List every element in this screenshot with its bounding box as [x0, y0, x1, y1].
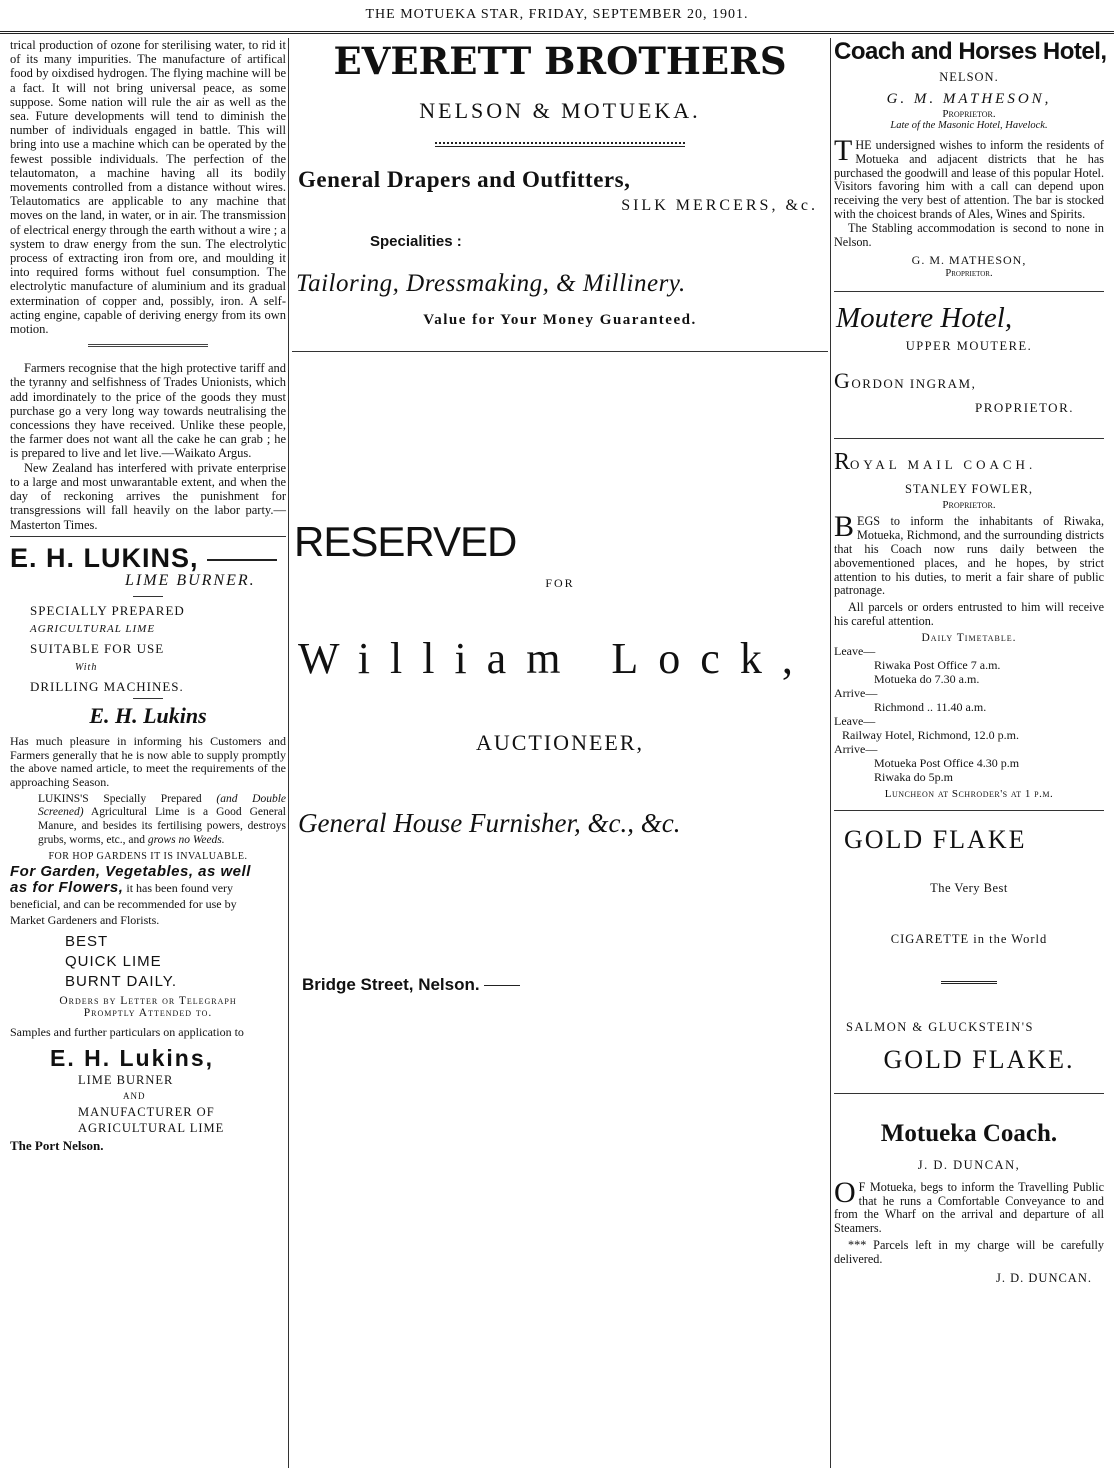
motueka-coach-owner: J. D. DUNCAN, [917, 1157, 1021, 1172]
everett-place: NELSON & MOTUEKA. [419, 98, 701, 123]
everett-ad [292, 38, 828, 329]
gold-flake-title-2: GOLD FLAKE. [883, 1044, 1075, 1074]
coach-horses-stable: The Stabling accommodation is second to none in Nelson. [834, 220, 1104, 249]
tt-riwaka-2: Riwaka do 5p.m [874, 769, 953, 784]
article-farmers: Farmers recognise that the high protective tariff and the tyranny and selfishness of Trades Unionists, which add imordinately to the price of the goods they must purchase go a very long way towards neutralising the concessions they have received. Unlike these people, the farmer does not want all the cake he can grab ; he is prepared to live and let live.—Waikato Argus. [10, 361, 286, 461]
divider [834, 810, 1104, 811]
motueka-coach-sig: J. D. DUNCAN. [996, 1270, 1092, 1285]
coach-horses-sig: G. M. MATHESON, [911, 253, 1027, 268]
flourish [207, 559, 277, 561]
tt-motueka-post: Motueka Post Office 4.30 p.m [874, 755, 1020, 770]
flourish [484, 985, 520, 986]
motueka-coach-parcels: *** Parcels left in my charge will be carefully delivered. [834, 1237, 1104, 1266]
gold-flake-title: GOLD FLAKE [844, 824, 1027, 854]
gold-flake-l2: CIGARETTE in the World [890, 931, 1048, 946]
coach-horses-role: Proprietor. [942, 108, 996, 120]
lukins-line4: With [75, 661, 98, 673]
tt-arrive-2: Arrive— [834, 741, 878, 756]
moutere-place: UPPER MOUTERE. [905, 339, 1033, 354]
royal-mail-parcels: All parcels or orders entrusted to him will receive his careful attention. [834, 600, 1104, 628]
lukins-hop: FOR HOP GARDENS IT IS INVALUABLE. [48, 851, 248, 863]
tt-leave-1: Leave— [834, 643, 876, 658]
lukins-samples: Samples and further particulars on application to [10, 1025, 244, 1040]
double-rule [941, 981, 997, 984]
moutere-owner: GORDON INGRAM, [834, 368, 977, 394]
lukins-garden: For Garden, Vegetables, as well as for Flowers, it has been found very beneficial, and can be recommended for use by Market Gardeners and Florists. [10, 863, 251, 928]
lukins-best1: BEST [65, 933, 109, 951]
royal-mail-name: ROYAL MAIL COACH. [834, 449, 1037, 476]
moutere-name: Moutere Hotel, [836, 302, 1013, 335]
everett-value: Value for Your Money Guaranteed. [423, 312, 697, 328]
tt-leave-2: Leave— [834, 713, 876, 728]
divider [133, 698, 163, 699]
column-rule-2 [830, 38, 831, 1468]
everett-drapers: General Drapers and Outfitters, [298, 167, 631, 192]
lukins-f3: MANUFACTURER OF [78, 1105, 215, 1120]
tt-riwaka: Riwaka Post Office 7 a.m. [874, 657, 1001, 672]
masthead: THE MOTUEKA STAR, FRIDAY, SEPTEMBER 20, 1901. [0, 0, 1114, 34]
lock-auct: AUCTIONEER, [475, 730, 645, 755]
motueka-coach-name: Motueka Coach. [880, 1119, 1058, 1147]
coach-horses-ad [834, 38, 1107, 280]
timetable [834, 644, 1104, 784]
column-2 [292, 38, 828, 995]
lukins-orders2: Promptly Attended to. [83, 1007, 213, 1020]
lock-reserved: RESERVED [294, 518, 517, 565]
lukins-name-script: E. H. Lukins [89, 702, 207, 728]
ornament-rule [435, 142, 685, 147]
coach-horses-owner: G. M. MATHESON, [886, 91, 1052, 107]
tt-arrive-1: Arrive— [834, 685, 878, 700]
lukins-line2: AGRICULTURAL LIME [30, 622, 156, 635]
lukins-f1: LIME BURNER [78, 1073, 174, 1088]
coach-horses-late: Late of the Masonic Hotel, Havelock. [890, 120, 1048, 131]
lukins-f2: AND [123, 1091, 146, 1102]
motueka-coach-body: O F Motueka, begs to inform the Travelling Public that he runs a Comfortable Conveyance to and from the Wharf on the arrival and departure of all Steamers. [834, 1175, 1104, 1236]
lukins-para2: LUKINS'S Specially Prepared (and Double Screened) Agricultural Lime is a Good General Manure, and besides its fertilising powers, destroys grubs, worms, etc., and grows no Weeds. [38, 792, 287, 846]
separator-ornament [88, 344, 208, 347]
divider [292, 351, 828, 352]
divider [133, 596, 163, 597]
coach-horses-name: Coach and Horses Hotel, [834, 38, 1107, 65]
lukins-name-final: E. H. Lukins, [50, 1045, 215, 1072]
everett-silk: SILK MERCERS, &c. [621, 197, 818, 214]
tt-railway-hotel: Railway Hotel, Richmond, 12.0 p.m. [842, 727, 1019, 742]
lukins-name: E. H. LUKINS, [10, 542, 199, 573]
column-rule-1 [288, 38, 289, 1468]
lukins-line5: DRILLING MACHINES. [30, 678, 184, 694]
lock-for: FOR [545, 576, 575, 590]
everett-name: EVERETT BROTHERS [333, 39, 787, 83]
coach-horses-place: NELSON. [939, 70, 999, 84]
divider [834, 438, 1104, 439]
everett-spec: Specialities : [370, 233, 462, 250]
article-new-zealand: New Zealand has interfered with private enterprise to a large and most unwarantable extent, and when the day of reckoning arrives the punishment for transgressions will fall heavily on the labor party.—Masterton Times. [10, 460, 286, 532]
divider [834, 1093, 1104, 1094]
tt-richmond: Richmond .. 11.40 a.m. [874, 699, 987, 714]
royal-mail-timetable: Daily Timetable. [921, 631, 1017, 644]
motueka-coach-ad [834, 1120, 1104, 1286]
coach-horses-body: THE undersigned wishes to inform the residents of Motueka and adjacent districts that he has purchased the goodwill and lease of this popular Hotel. Visitors favoring him with a call can depend upon receiving the very best of attention. The bar is stocked with the choicest brands of Ales, Wines and Spirits. [834, 134, 1104, 221]
lukins-para1: Has much pleasure in informing his Customers and Farmers generally that he is now able to supply promptly the above named article, to meet the requirements of the approaching Season. [10, 733, 286, 790]
royal-mail-owner: STANLEY FOWLER, [904, 482, 1034, 497]
article-ozone: trical production of ozone for sterilising water, to rid it of its many impurities. The manufacture of artifical food by oixdised hydrogen. The flying machine will be a fact. It will not bring universal peace, as some suppose. Some nation will rule the air as well as the sea. Future developments will tend to diminish the number of individuals engaged in battle. This will bring into use a machine which can be operated by the fewest possible individuals. The perfection of the telautomaton, a machine having all its bodily movements controlled from a distance without wires. Telautomatics are applicable to any machine that moves on the land, in water, or in air. The transmission of electrical energy through the earth without a wire ; a system to draw energy from the sun. The electrolytic process of extracting iron from ore, and moulding it into required forms without fuel consumption. The electrolytic manufacture of aluminium and its gradual extermination of copper and, possibly, iron. A self-acting engine, capable of deriving energy from its own motion. [10, 38, 286, 337]
coach-horses-sigrole: Proprietor. [945, 268, 993, 280]
royal-mail-role: Proprietor. [942, 499, 996, 512]
lukins-trade: LIME BURNER. [125, 571, 256, 589]
lukins-orders1: Orders by Letter or Telegraph [59, 995, 237, 1008]
royal-mail-body: BEGS to inform the inhabitants of Riwaka, Motueka, Richmond, and the surrounding districts that his Coach now runs daily between the abovementioned places, and he hopes, by strict attention to his duties, to merit a fair share of public patronage. [834, 510, 1104, 598]
lukins-line3: SUITABLE FOR USE [30, 640, 165, 656]
royal-mail-lunch: Luncheon at Schroder's at 1 p.m. [884, 787, 1054, 800]
divider [10, 536, 286, 537]
royal-mail-ad [834, 449, 1104, 799]
everett-tailor: Tailoring, Dressmaking, & Millinery. [296, 270, 686, 297]
column-1 [10, 38, 286, 1154]
gold-flake-maker: SALMON & GLUCKSTEIN'S [846, 1019, 1034, 1034]
lukins-ad [10, 543, 286, 1155]
lukins-best3: BURNT DAILY. [65, 973, 178, 991]
lock-name: William Lock, [298, 634, 813, 683]
lukins-port: The Port Nelson. [10, 1138, 104, 1154]
lock-addr: Bridge Street, Nelson. [292, 975, 828, 995]
column-3 [834, 38, 1107, 1286]
divider [834, 291, 1104, 292]
moutere-ad [834, 302, 1104, 416]
gold-flake-ad [834, 825, 1104, 1075]
lukins-line1: SPECIALLY PREPARED [30, 602, 185, 618]
lock-ad [292, 518, 828, 995]
lock-furn: General House Furnisher, &c., &c. [298, 808, 681, 838]
moutere-role: PROPRIETOR. [975, 400, 1074, 416]
gold-flake-l1: The Very Best [930, 880, 1008, 895]
lukins-best2: QUICK LIME [65, 953, 162, 971]
tt-motueka: Motueka do 7.30 a.m. [874, 671, 980, 686]
lukins-f4: AGRICULTURAL LIME [78, 1121, 225, 1136]
